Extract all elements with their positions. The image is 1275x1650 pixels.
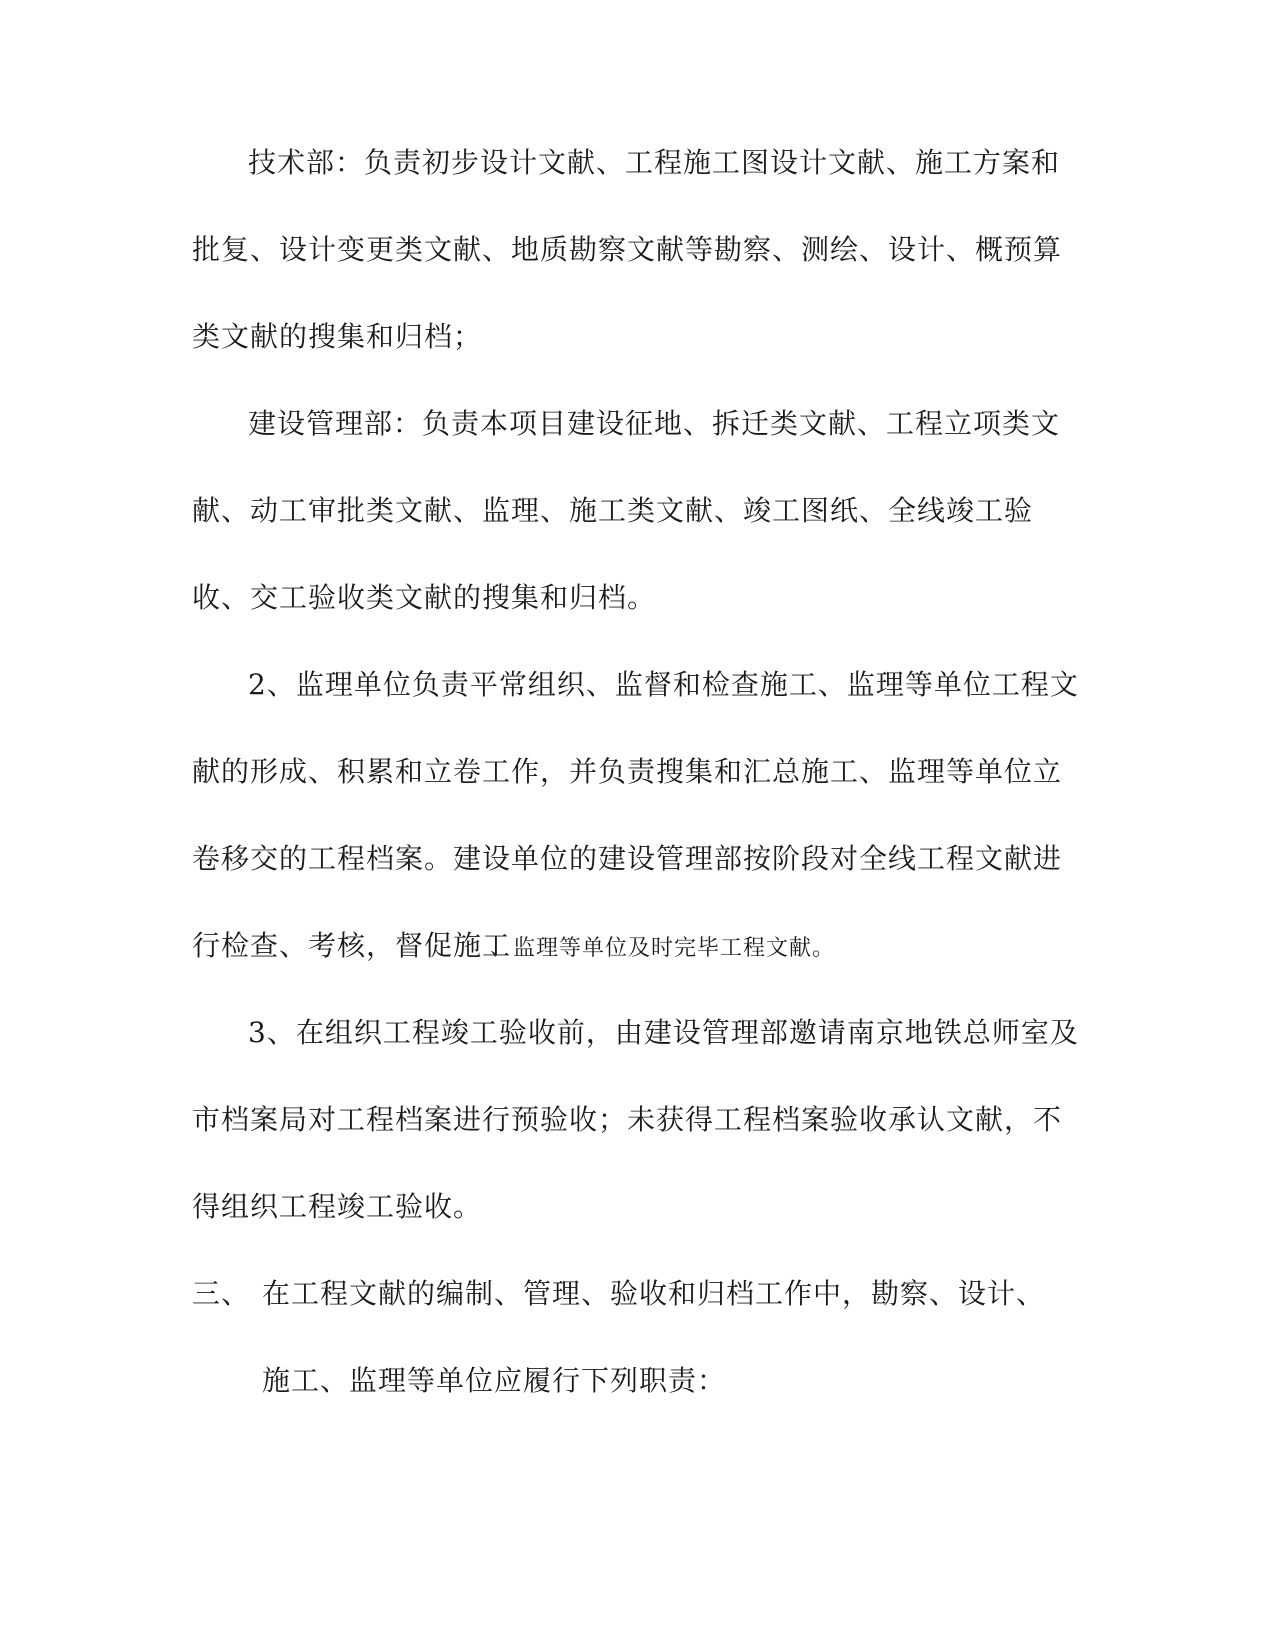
text-line: 技术部：负责初步设计文献、工程施工图设计文献、施工方案和 (248, 146, 1061, 179)
text-line: 献的形成、积累和立卷工作，并负责搜集和汇总施工、监理等单位立 (192, 755, 1063, 788)
text-line: 卷移交的工程档案。建设单位的建设管理部按阶段对全线工程文献进 (192, 842, 1063, 875)
text-line-small: 、监理等单位及时完毕工程文献。 (490, 936, 836, 961)
text-line: 建设管理部：负责本项目建设征地、拆迁类文献、工程立项类文 (248, 407, 1061, 440)
text-line: 市档案局对工程档案进行预验收；未获得工程档案验收承认文献，不 (192, 1103, 1063, 1136)
text-line: 得组织工程竣工验收。 (192, 1190, 483, 1223)
text-line: 献、动工审批类文献、监理、施工类文献、竣工图纸、全线竣工验 (192, 494, 1034, 527)
section-number: 三、 (192, 1277, 251, 1310)
text-line: 类文献的搜集和归档； (192, 320, 483, 353)
text-line: 2、监理单位负责平常组织、监督和检查施工、监理等单位工程文 (248, 668, 1079, 701)
section-heading: 在工程文献的编制、管理、验收和归档工作中，勘察、设计、 (262, 1277, 1046, 1310)
text-line: 收、交工验收类文献的搜集和归档。 (192, 581, 657, 614)
section-heading-continued: 施工、监理等单位应履行下列职责： (262, 1364, 727, 1397)
text-line: 批复、设计变更类文献、地质勘察文献等勘察、测绘、设计、概预算 (192, 233, 1063, 266)
text-line: 3、在组织工程竣工验收前，由建设管理部邀请南京地铁总师室及 (248, 1016, 1079, 1049)
text-line: 行检查、考核，督促施工 (192, 929, 512, 962)
